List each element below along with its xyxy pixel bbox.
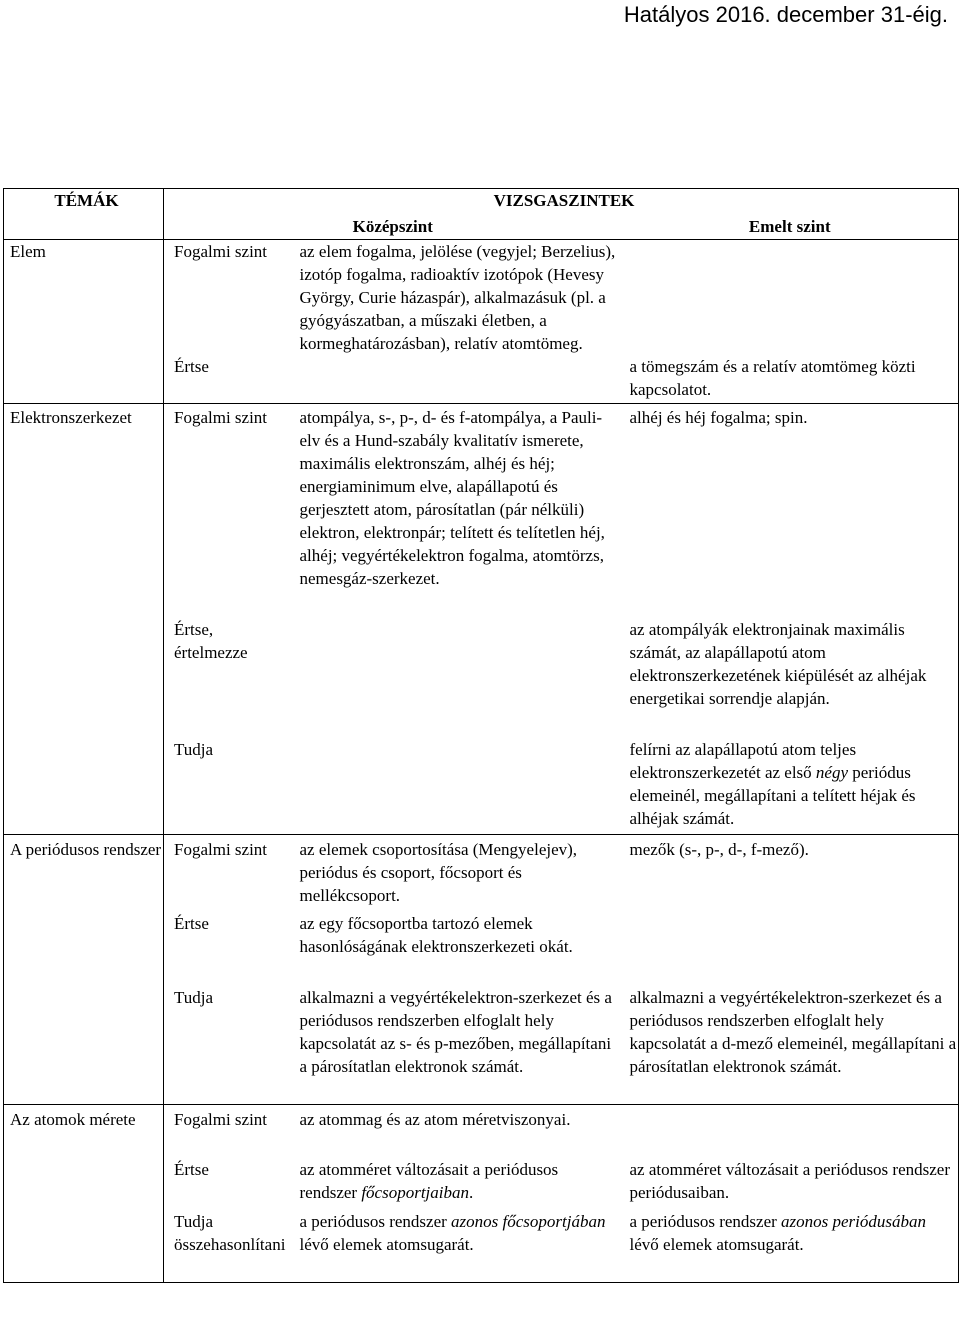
topic-periodic-table: A periódusos rendszer: [4, 835, 164, 1105]
high-cell: [616, 912, 959, 986]
col-header-mid: Középszint: [352, 217, 433, 236]
level-label: Fogalmi szint: [164, 835, 286, 913]
col-header-levels: VIZSGASZINTEK: [164, 189, 959, 216]
level-label: Értse: [174, 1160, 209, 1179]
mid-cell: [286, 738, 616, 835]
level-label: Fogalmi szint: [164, 240, 286, 356]
mid-text-em: főcsoportjaiban: [361, 1183, 469, 1202]
mid-cell: [286, 355, 616, 404]
mid-text-a: a periódusos rendszer: [299, 1212, 452, 1231]
level-label: Értse: [174, 357, 209, 376]
mid-cell: az atommag és az atom méretviszonyai.: [286, 1105, 616, 1159]
validity-header: Hatályos 2016. december 31-éig.: [623, 2, 948, 27]
level-label: Tudja: [174, 988, 214, 1007]
mid-text-em: azonos főcsoportjában: [451, 1212, 606, 1231]
mid-cell: az elem fogalma, jelölése (vegyjel; Berzelius), izotóp fogalma, radioaktív izotópok (Hevesy György, Curie házaspár), alkalmazásuk (pl. a gyógyászatban, a műszaki életben, a kormeghatározásban), relatív atomtömeg.: [286, 240, 616, 356]
high-cell: [616, 1105, 959, 1159]
high-text-em: azonos periódusában: [781, 1212, 927, 1231]
mid-text-a: az atomméret változásait a periódusos rendszer: [299, 1160, 559, 1202]
high-text-a: felírni az alapállapotú atom teljes elektronszerkezetét az első: [629, 740, 857, 782]
mid-text-b: lévő elemek atomsugarát.: [299, 1235, 474, 1254]
level-label: Értse, értelmezze: [174, 620, 248, 662]
col-header-empty: [4, 215, 164, 240]
mid-cell: alkalmazni a vegyértékelektron-szerkezet és a periódusos rendszerben elfoglalt hely kapcsolatát az s- és p-mezőben, megállapítani a párosítatlan elektronok számát.: [299, 988, 612, 1076]
exam-requirements-table: [3, 188, 959, 1283]
col-header-topics: TÉMÁK: [4, 189, 164, 216]
mid-cell: atompálya, s-, p-, d- és f-atompálya, a Pauli-elv és a Hund-szabály kvalitatív ismerete, maximális elektronszám, alhéj és héj; energiaminimum elve, alapállapotú és gerjesztett atom, párosítatlan (pár nélküli) elektron, elektronpár; telített és telítetlen héj, alhéj; vegyértékelektron fogalma, atomtörzs, nemesgáz-szerkezet.: [286, 404, 616, 619]
high-cell: alhéj és héj fogalma; spin.: [616, 404, 959, 619]
topic-electron-structure: Elektronszerkezet: [4, 404, 164, 835]
mid-cell: [286, 618, 616, 738]
high-cell: az atompályák elektronjainak maximális számát, az alapállapotú atom elektronszerkezetének kiépülését az alhéjak energetikai sorrendje alapján.: [616, 618, 959, 738]
level-label: Tudja összehasonlítani: [164, 1210, 286, 1283]
mid-cell: [286, 1210, 616, 1283]
high-cell: az atomméret változásait a periódusos rendszer periódusaiban.: [616, 1158, 959, 1210]
level-label: Tudja: [174, 740, 214, 759]
high-cell: a tömegszám és a relatív atomtömeg közti kapcsolatot.: [616, 355, 959, 404]
mid-cell: az elemek csoportosítása (Mengyelejev), periódus és csoport, főcsoport és mellékcsoport.: [286, 835, 616, 913]
high-text-b: periódus elemeinél, megállapítani a telített héjak és alhéjak számát.: [629, 763, 916, 828]
mid-cell: az egy főcsoportba tartozó elemek hasonlóságának elektronszerkezeti okát.: [299, 914, 573, 956]
mid-text-b: .: [469, 1183, 474, 1202]
level-label: Értse: [174, 914, 209, 933]
topic-atom-size: Az atomok mérete: [4, 1105, 164, 1283]
topic-elem: Elem: [4, 240, 164, 404]
high-text-a: a periódusos rendszer: [629, 1212, 782, 1231]
high-text-b: lévő elemek atomsugarát.: [629, 1235, 804, 1254]
mid-cell: [286, 1158, 616, 1210]
high-text-em: négy: [815, 763, 849, 782]
high-cell: [616, 738, 959, 835]
high-cell: [616, 1210, 959, 1283]
high-cell: alkalmazni a vegyértékelektron-szerkezet és a periódusos rendszerben elfoglalt hely kapcsolatát a d-mező elemeinél, megállapítani a párosítatlan elektronok számát.: [616, 986, 959, 1105]
high-cell: [616, 240, 959, 356]
level-label: Fogalmi szint: [164, 404, 286, 619]
high-cell: mezők (s-, p-, d-, f-mező).: [616, 835, 959, 913]
level-label: Fogalmi szint: [164, 1105, 286, 1159]
col-header-high: Emelt szint: [616, 215, 959, 240]
